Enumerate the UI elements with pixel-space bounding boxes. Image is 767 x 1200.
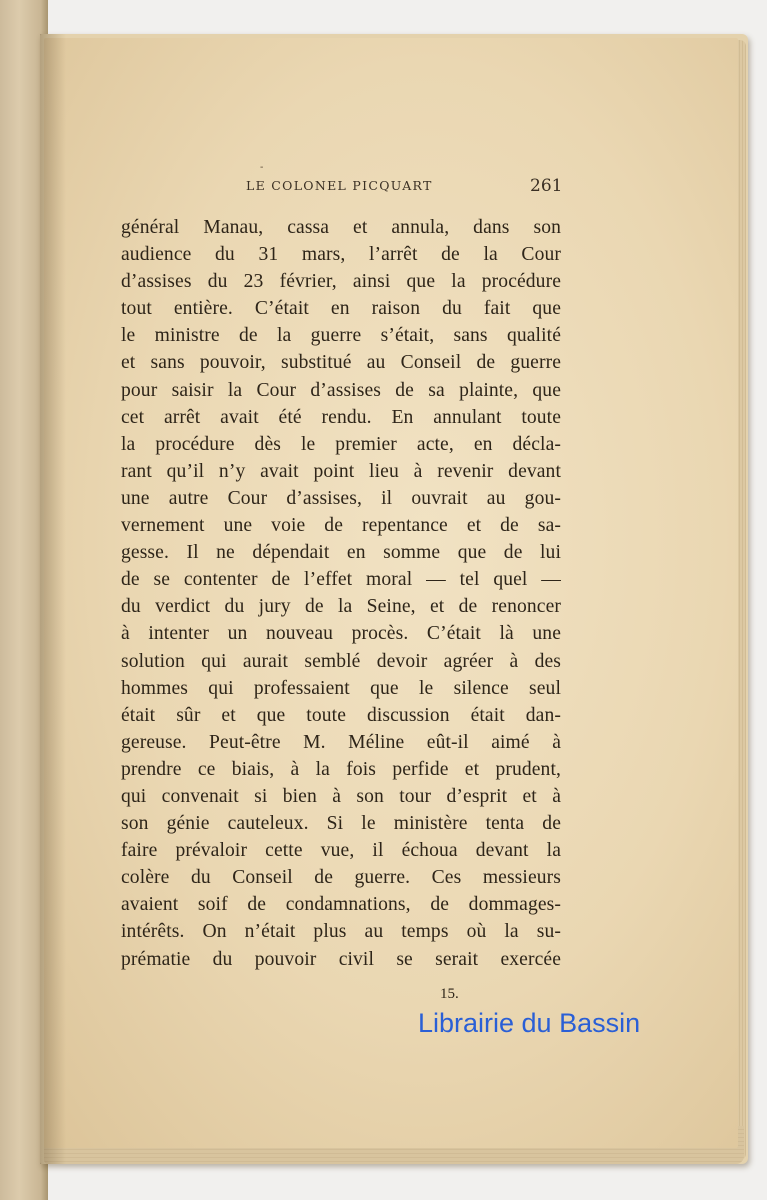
text-line: une autre Cour d’assises, il ouvrait au gou- bbox=[121, 487, 561, 509]
text-line: prendre ce biais, à la fois perfide et prudent, bbox=[121, 758, 561, 780]
text-line: intérêts. On n’était plus au temps où la su- bbox=[121, 921, 561, 943]
text-line: vernement une voie de repentance et de sa- bbox=[121, 515, 561, 537]
text-line: de se contenter de l’effet moral — tel quel — bbox=[121, 569, 561, 591]
text-line: cet arrêt avait été rendu. En annulant toute bbox=[121, 406, 561, 428]
text-line: colère du Conseil de guerre. Ces messieurs bbox=[121, 867, 561, 889]
text-line: et sans pouvoir, substitué au Conseil de guerre bbox=[121, 352, 561, 374]
watermark: Librairie du Bassin bbox=[418, 1008, 641, 1038]
page-number: 261 bbox=[530, 176, 563, 196]
text-line: qui convenait si bien à son tour d’esprit et à bbox=[121, 785, 561, 807]
text-line: hommes qui professaient que le silence seul bbox=[121, 677, 561, 699]
text-line: rant qu’il n’y avait point lieu à revenir devant bbox=[121, 460, 561, 482]
text-line: gesse. Il ne dépendait en somme que de lui bbox=[121, 542, 561, 564]
text-line: général Manau, cassa et annula, dans son bbox=[121, 217, 561, 238]
text-line: pour saisir la Cour d’assises de sa plainte, que bbox=[121, 379, 561, 401]
text-line: du verdict du jury de la Seine, et de renoncer bbox=[121, 596, 561, 618]
text-line: d’assises du 23 février, ainsi que la procédure bbox=[121, 271, 561, 293]
text-line: avaient soif de condamnations, de dommages- bbox=[121, 894, 561, 916]
head-ornament: - bbox=[260, 162, 264, 173]
text-line: la procédure dès le premier acte, en décla- bbox=[121, 433, 561, 455]
text-line: prématie du pouvoir civil se serait exercée bbox=[121, 948, 561, 970]
text-line: tout entière. C’était en raison du fait que bbox=[121, 298, 561, 320]
text-line: solution qui aurait semblé devoir agréer à des bbox=[121, 650, 561, 672]
text-line: le ministre de la guerre s’était, sans qualité bbox=[121, 325, 561, 347]
text-line: était sûr et que toute discussion était dan- bbox=[121, 704, 561, 726]
text-line: gereuse. Peut-être M. Méline eût-il aimé à bbox=[121, 731, 561, 753]
text-line: à intenter un nouveau procès. C’était là une bbox=[121, 623, 561, 645]
running-head: LE COLONEL PICQUART bbox=[246, 178, 433, 193]
text-line: faire prévaloir cette vue, il échoua devant la bbox=[121, 840, 561, 862]
text-line: son génie cauteleux. Si le ministère tenta de bbox=[121, 813, 561, 835]
gutter-shadow bbox=[40, 34, 66, 1164]
text-line: audience du 31 mars, l’arrêt de la Cour bbox=[121, 244, 561, 266]
signature-mark: 15. bbox=[440, 986, 459, 1002]
body-text bbox=[121, 214, 561, 973]
